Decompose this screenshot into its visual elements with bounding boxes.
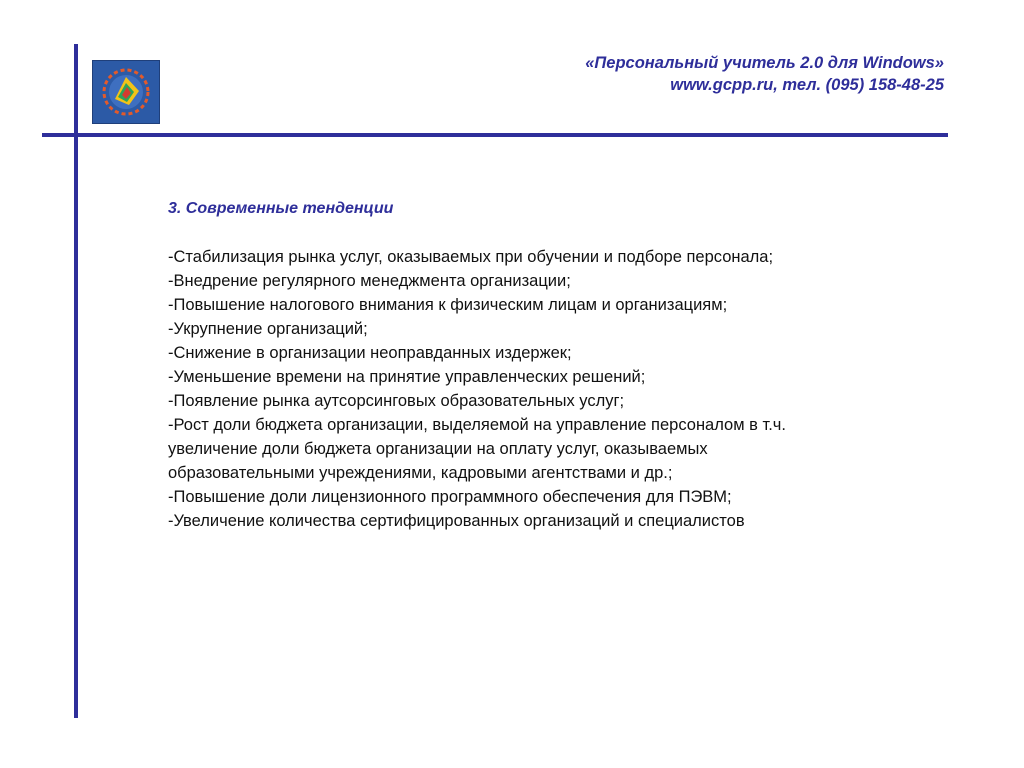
header-contact: www.gcpp.ru, тел. (095) 158-48-25 bbox=[670, 76, 944, 94]
list-item: увеличение доли бюджета организации на оплату услуг, оказываемых bbox=[168, 440, 708, 458]
page-header bbox=[585, 52, 944, 96]
main-content bbox=[168, 197, 928, 533]
list-item: -Повышение доли лицензионного программного обеспечения для ПЭВМ; bbox=[168, 488, 732, 506]
list-item: образовательными учреждениями, кадровыми агентствами и др.; bbox=[168, 464, 673, 482]
vertical-rule bbox=[74, 44, 78, 718]
header-product-title: «Персональный учитель 2.0 для Windows» bbox=[585, 54, 944, 72]
gcpp-logo-icon bbox=[92, 60, 160, 124]
section-title: 3. Современные тенденции bbox=[168, 200, 394, 217]
list-item: -Уменьшение времени на принятие управленческих решений; bbox=[168, 368, 646, 386]
list-item: -Рост доли бюджета организации, выделяемой на управление персоналом в т.ч. bbox=[168, 416, 786, 434]
list-item: -Укрупнение организаций; bbox=[168, 320, 368, 338]
horizontal-rule bbox=[42, 133, 948, 137]
list-item: -Повышение налогового внимания к физическим лицам и организациям; bbox=[168, 296, 728, 314]
list-item: -Внедрение регулярного менеджмента организации; bbox=[168, 272, 571, 290]
list-item: -Появление рынка аутсорсинговых образовательных услуг; bbox=[168, 392, 625, 410]
list-item: -Снижение в организации неоправданных издержек; bbox=[168, 344, 572, 362]
list-item: -Увеличение количества сертифицированных организаций и специалистов bbox=[168, 512, 745, 530]
list-item: -Стабилизация рынка услуг, оказываемых при обучении и подборе персонала; bbox=[168, 248, 774, 266]
trend-list bbox=[168, 245, 928, 533]
